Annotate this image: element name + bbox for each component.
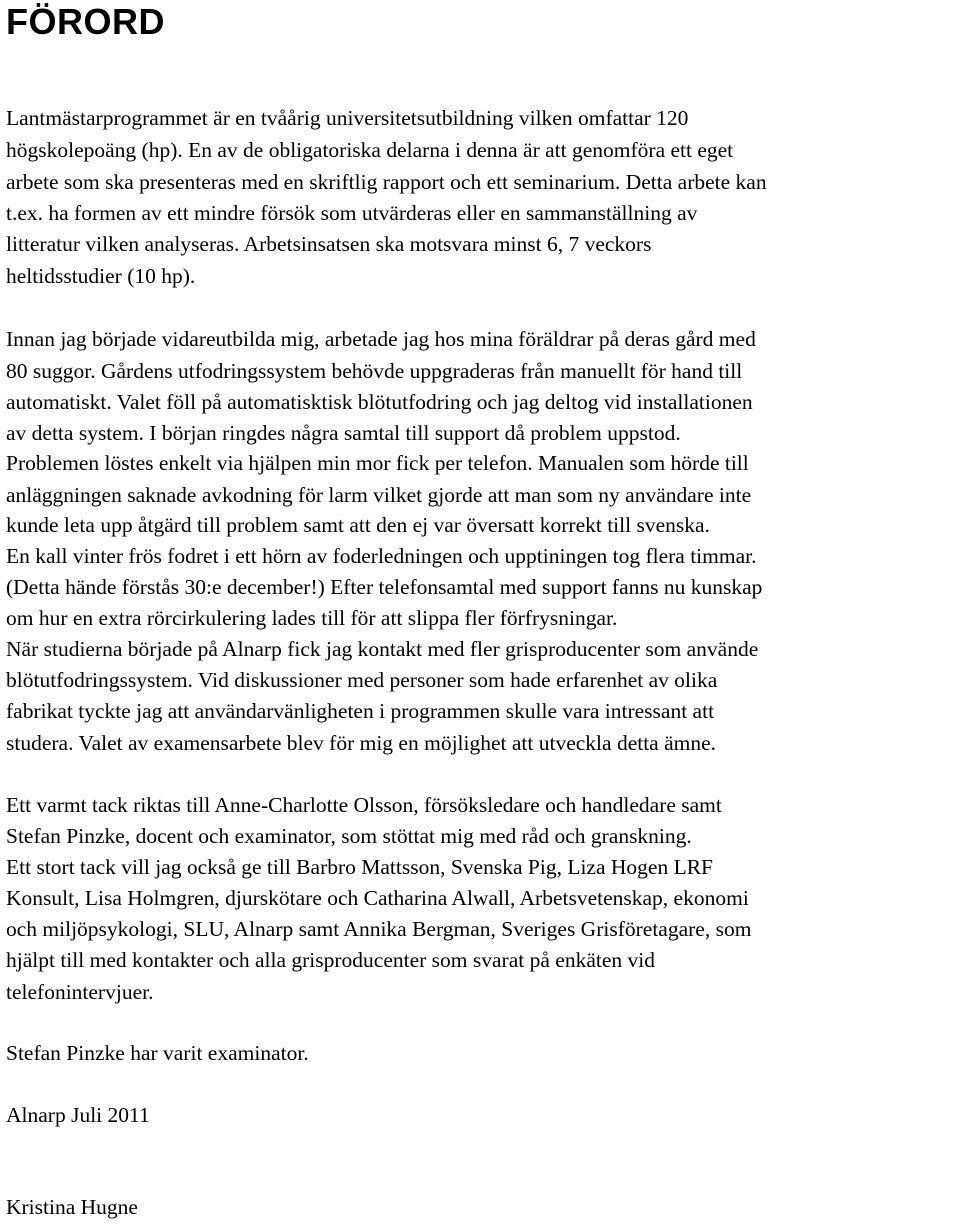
text-line: studera. Valet av examensarbete blev för mig en möjlighet att utveckla detta ämne. [6, 731, 717, 755]
text-line: högskolepoäng (hp). En av de obligatoriska delarna i denna är att genomföra ett eget [6, 138, 734, 162]
text-line: Innan jag började vidareutbilda mig, arbetade jag hos mina föräldrar på deras gård med [6, 327, 756, 351]
text-line: Problemen löstes enkelt via hjälpen min mor fick per telefon. Manualen som hörde till [6, 451, 749, 475]
text-line: Ett varmt tack riktas till Anne-Charlotte Olsson, försöksledare och handledare samt [6, 793, 722, 817]
text-line: anläggningen saknade avkodning för larm vilket gjorde att man som ny användare inte [6, 483, 752, 507]
text-line: Konsult, Lisa Holmgren, djurskötare och Catharina Alwall, Arbetsvetenskap, ekonomi [6, 886, 749, 910]
text-line: Stefan Pinzke, docent och examinator, som stöttat mig med råd och granskning. [6, 824, 692, 848]
place-date: Alnarp Juli 2011 [6, 1103, 150, 1127]
text-line: t.ex. ha formen av ett mindre försök som utvärderas eller en sammanställning av [6, 201, 698, 225]
text-line: En kall vinter frös fodret i ett hörn av foderledningen och upptiningen tog flera timmar. [6, 544, 757, 568]
text-line: telefonintervjuer. [6, 980, 154, 1004]
text-line: Ett stort tack vill jag också ge till Barbro Mattsson, Svenska Pig, Liza Hogen LRF [6, 855, 714, 879]
text-line: heltidsstudier (10 hp). [6, 264, 196, 288]
text-line: (Detta hände förstås 30:e december!) Efter telefonsamtal med support fanns nu kunskap [6, 575, 763, 599]
examiner-note: Stefan Pinzke har varit examinator. [6, 1041, 309, 1065]
text-line: arbete som ska presenteras med en skriftlig rapport och ett seminarium. Detta arbete kan [6, 170, 767, 194]
page-title: FÖRORD [6, 1, 165, 42]
text-line: fabrikat tyckte jag att användarvänligheten i programmen skulle vara intressant att [6, 699, 715, 723]
text-line: litteratur vilken analyseras. Arbetsinsatsen ska motsvara minst 6, 7 veckors [6, 232, 652, 256]
text-line: och miljöpsykologi, SLU, Alnarp samt Annika Bergman, Sveriges Grisföretagare, som [6, 917, 752, 941]
text-line: Lantmästarprogrammet är en tvåårig universitetsutbildning vilken omfattar 120 [6, 106, 689, 130]
text-line: När studierna började på Alnarp fick jag kontakt med fler grisproducenter som använde [6, 637, 759, 661]
text-line: automatiskt. Valet föll på automatisktisk blötutfodring och jag deltog vid installationen [6, 390, 753, 414]
text-line: kunde leta upp åtgärd till problem samt att den ej var översatt korrekt till svenska. [6, 513, 710, 537]
author-signature: Kristina Hugne [6, 1195, 138, 1219]
text-line: av detta system. I början ringdes några samtal till support då problem uppstod. [6, 421, 681, 445]
text-line: om hur en extra rörcirkulering lades till för att slippa fler förfrysningar. [6, 606, 618, 630]
text-line: 80 suggor. Gårdens utfodringssystem behövde uppgraderas från manuellt för hand till [6, 359, 743, 383]
text-line: blötutfodringssystem. Vid diskussioner med personer som hade erfarenhet av olika [6, 668, 718, 692]
text-line: hjälpt till med kontakter och alla grisproducenter som svarat på enkäten vid [6, 948, 655, 972]
